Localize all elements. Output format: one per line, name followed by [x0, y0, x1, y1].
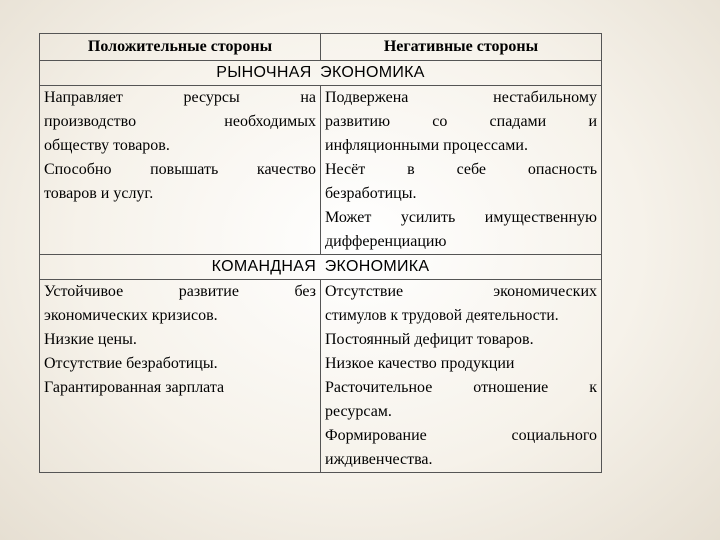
market-negative-line-5: безработицы. — [325, 185, 417, 202]
command-positive-line-1: Устойчивое развитие без — [44, 283, 316, 300]
market-negative-line-7: дифференциацию — [325, 233, 447, 250]
command-negative-line-2: стимулов к трудовой деятельности. — [325, 307, 559, 324]
header-row — [40, 34, 602, 61]
market-negative-line-2: развитию со спадами и — [325, 113, 597, 130]
market-negative-cell — [321, 86, 602, 255]
market-negative-line-1: Подвержена нестабильному — [325, 89, 597, 106]
content-row-command — [40, 280, 602, 473]
command-negative-line-1: Отсутствие экономических — [325, 283, 597, 300]
market-negative-line-4: Несёт в себе опасность — [325, 161, 597, 178]
market-positive-line-3: обществу товаров. — [44, 137, 170, 154]
section-title-command — [40, 255, 602, 280]
header-positive: Положительные стороны — [40, 34, 321, 61]
header-negative: Негативные стороны — [321, 34, 602, 61]
market-negative-line-6: Может усилить имущественную — [325, 209, 597, 226]
section-title-part1: РЫНОЧНАЯ — [216, 64, 312, 81]
section-row-market — [40, 61, 602, 86]
market-positive-line-5: товаров и услуг. — [44, 185, 154, 202]
command-positive-cell — [40, 280, 321, 473]
command-positive-line-5: Гарантированная зарплата — [44, 379, 225, 396]
command-negative-line-6: ресурсам. — [325, 403, 392, 420]
command-negative-line-5: Расточительное отношение к — [325, 379, 597, 396]
command-positive-line-2: экономических кризисов. — [44, 307, 218, 324]
market-negative-line-3: инфляционными процессами. — [325, 137, 528, 154]
command-negative-line-4: Низкое качество продукции — [325, 355, 515, 372]
command-positive-line-4: Отсутствие безработицы. — [44, 355, 218, 372]
command-positive-line-3: Низкие цены. — [44, 331, 137, 348]
command-negative-cell — [321, 280, 602, 473]
command-negative-line-7: Формирование социального — [325, 427, 597, 444]
market-positive-cell — [40, 86, 321, 255]
command-negative-line-8: иждивенчества. — [325, 451, 433, 468]
market-positive-line-4: Способно повышать качество — [44, 161, 316, 178]
section-title-part2: ЭКОНОМИКА — [320, 64, 425, 81]
content-row-market — [40, 86, 602, 255]
section-title-part2: ЭКОНОМИКА — [324, 258, 430, 275]
section-title-market — [40, 61, 602, 86]
section-row-command — [40, 255, 602, 280]
comparison-table — [39, 33, 602, 473]
command-negative-line-3: Постоянный дефицит товаров. — [325, 331, 534, 348]
market-positive-line-2: производство необходимых — [44, 113, 316, 130]
market-positive-line-1: Направляет ресурсы на — [44, 89, 316, 106]
section-title-part1: КОМАНДНАЯ — [211, 258, 317, 275]
